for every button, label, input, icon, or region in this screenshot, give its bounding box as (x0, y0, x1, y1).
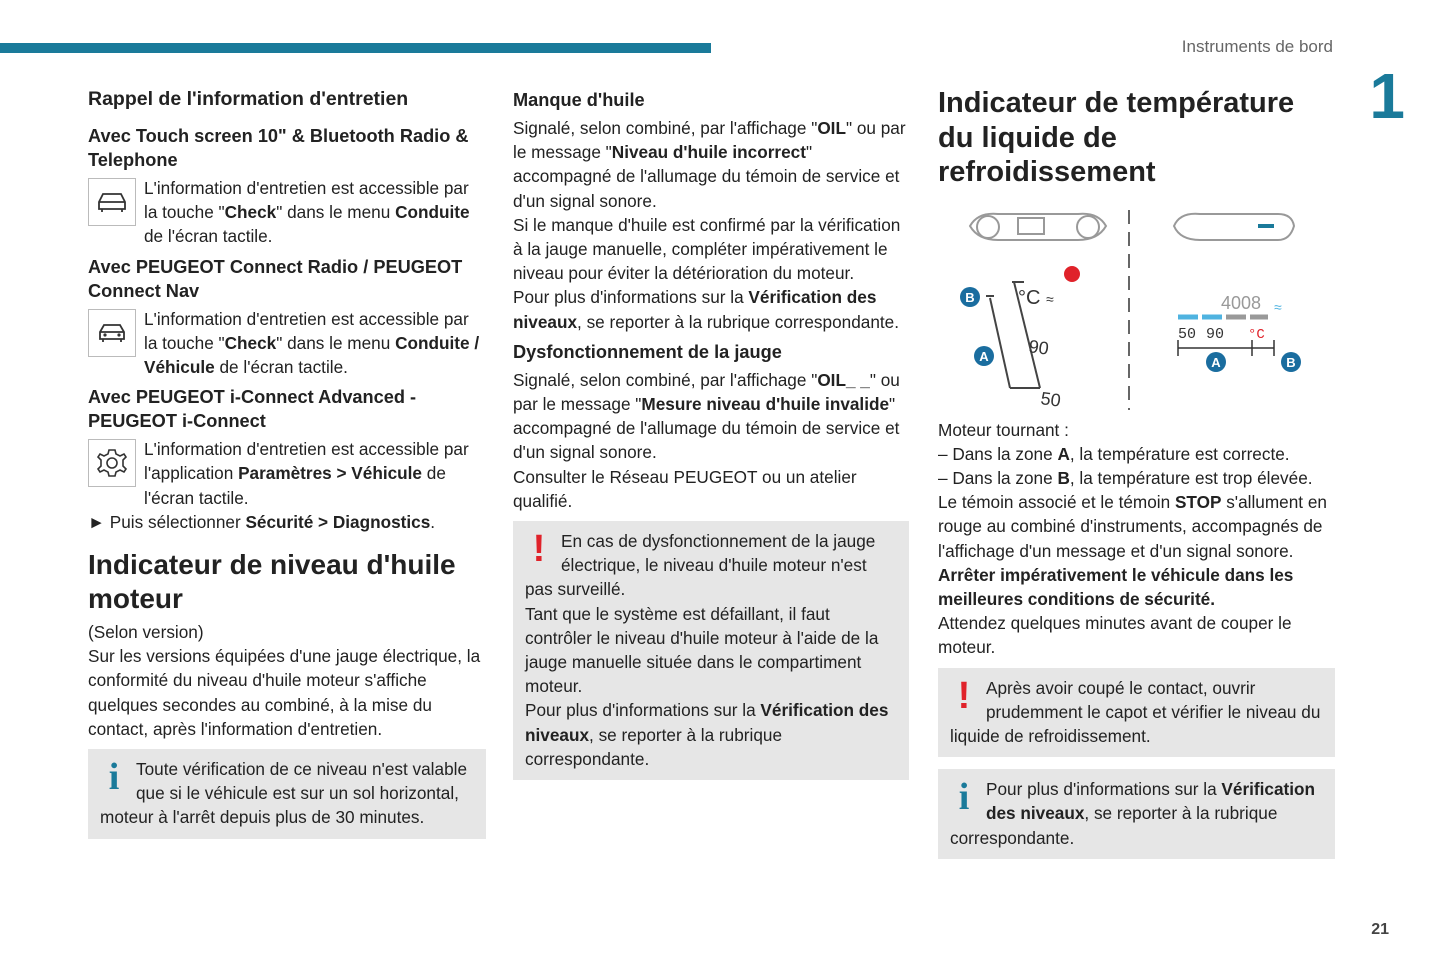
section-title: Instruments de bord (1181, 37, 1333, 56)
missing-oil-text: Signalé, selon combiné, par l'affichage "OIL" ou par le message "Niveau d'huile incorrect" accompagné de l'allumage du témoin de service et d'un signal sonore. (513, 118, 906, 211)
sub3-title: Avec PEUGEOT i-Connect Advanced - PEUGEOT i-Connect (88, 387, 417, 432)
sub1-paragraph: L'information d'entretien est accessible par la touche "Check" dans le menu Conduite de l'écran tactile. (88, 176, 486, 249)
sub1-title: Avec Touch screen 10" & Bluetooth Radio & Telephone (88, 126, 469, 170)
coolant-temp-icon: ≈ (1046, 290, 1054, 307)
zone-a-text: – Dans la zone A, la température est correcte. (938, 443, 1290, 464)
chapter-number: 1 (1369, 60, 1405, 132)
gauge-right-50: 50 (1178, 325, 1197, 343)
gauge-malfunction-title: Dysfonctionnement de la jauge (513, 341, 782, 362)
coolant-gauge-figure (938, 204, 1335, 412)
warning-light-icon (1064, 266, 1080, 282)
gauge-right-90: 90 (1206, 325, 1225, 343)
gear-icon (88, 439, 136, 487)
column-2 (513, 86, 909, 780)
oil-info-note: i Toute vérification de ce niveau n'est valable que si le véhicule est sur un sol horizontal, moteur à l'arrêt depuis plus de 30 minutes. (88, 749, 486, 839)
svg-text:B: B (965, 289, 975, 305)
sub2-paragraph: L'information d'entretien est accessible par la touche "Check" dans le menu Conduite / Véhicule de l'écran tactile. (88, 307, 486, 380)
warning-icon: ! (532, 528, 546, 571)
column-1 (88, 86, 486, 839)
sub3-paragraph: L'information d'entretien est accessible par l'application Paramètres > Véhicule de l'écran tactile. (88, 437, 486, 510)
gauge-left-unit: °C (1018, 286, 1041, 309)
oil-level-title: Indicateur de niveau d'huile moteur (88, 549, 456, 615)
oil-text: Sur les versions équipées d'une jauge électrique, la conformité du niveau d'huile moteur s'affiche quelques secondes au combiné, à la mise du contact, après l'information d'entretien. (88, 646, 481, 739)
info-icon: i (108, 756, 120, 799)
oil-version: (Selon version) (88, 622, 204, 643)
wait-text: Attendez quelques minutes avant de couper le moteur. (938, 613, 1292, 658)
missing-oil-check: Si le manque d'huile est confirmé par la vérification à la jauge manuelle, compléter impérativement le niveau pour éviter la détérioration du moteur. (513, 214, 901, 284)
svg-text:B: B (1286, 354, 1296, 370)
gauge-left-90: 90 (1027, 335, 1051, 359)
diagnostics-step: ► Puis sélectionner Sécurité > Diagnostics. (88, 511, 436, 532)
gauge-malfunction-text: Signalé, selon combiné, par l'affichage "OIL_ _" ou par le message "Mesure niveau d'huile invalide" accompagné de l'allumage du témoin de service et d'un signal sonore. (513, 369, 900, 463)
coolant-title: Indicateur de température du liquide de refroidissement (938, 87, 1295, 188)
svg-text:≈: ≈ (1274, 298, 1282, 315)
page-number: 21 (1371, 921, 1389, 938)
gauge-left-50: 50 (1039, 387, 1063, 411)
cluster-outline-right (1174, 213, 1294, 239)
sub2-title: Avec PEUGEOT Connect Radio / PEUGEOT Connect Nav (88, 256, 463, 301)
coolant-info-note: i Pour plus d'informations sur la Vérification des niveaux, se reporter à la rubrique correspondante. (938, 769, 1335, 859)
maintenance-title: Rappel de l'information d'entretien (88, 88, 409, 110)
svg-text:A: A (1211, 354, 1221, 370)
gauge-malfunction-contact: Consulter le Réseau PEUGEOT ou un atelier qualifié. (513, 466, 857, 511)
stop-vehicle-text: Arrêter impérativement le véhicule dans les meilleures conditions de sécurité. (938, 564, 1294, 609)
car-front-icon (88, 178, 136, 226)
gauge-left-scale (990, 298, 1010, 388)
gauge-right-code: 4008 (1221, 292, 1262, 313)
warning-icon: ! (957, 674, 971, 717)
missing-oil-ref: Pour plus d'informations sur la Vérification des niveaux, se reporter à la rubrique correspondante. (513, 287, 899, 332)
svg-text:A: A (979, 348, 989, 364)
engine-running: Moteur tournant : (938, 419, 1069, 440)
info-icon: i (958, 776, 970, 819)
car-icon (88, 309, 136, 357)
cluster-outline-left (970, 213, 1106, 239)
gauge-warning-note: ! En cas de dysfonctionnement de la jauge électrique, le niveau d'huile moteur n'est pas surveillé. Tant que le système est défaillant, il faut contrôler le niveau d'huile moteur à l'aide de la jauge manuelle située dans le compartiment moteur. Pour plus d'informations sur la Vérification des niveaux, se reporter à la rubrique correspondante. (513, 521, 909, 780)
header-accent-bar (0, 43, 711, 53)
column-3 (938, 86, 1335, 859)
gauge-right-unit: °C (1248, 326, 1265, 343)
missing-oil-title: Manque d'huile (513, 90, 645, 110)
zone-b-text: – Dans la zone B, la température est trop élevée. Le témoin associé et le témoin STOP s'allument en rouge au combiné d'instruments, accompagnés de l'affichage d'un message et d'un signal sonore. (938, 467, 1327, 561)
coolant-warning-note: ! Après avoir coupé le contact, ouvrir prudemment le capot et vérifier le niveau du liquide de refroidissement. (938, 668, 1335, 758)
